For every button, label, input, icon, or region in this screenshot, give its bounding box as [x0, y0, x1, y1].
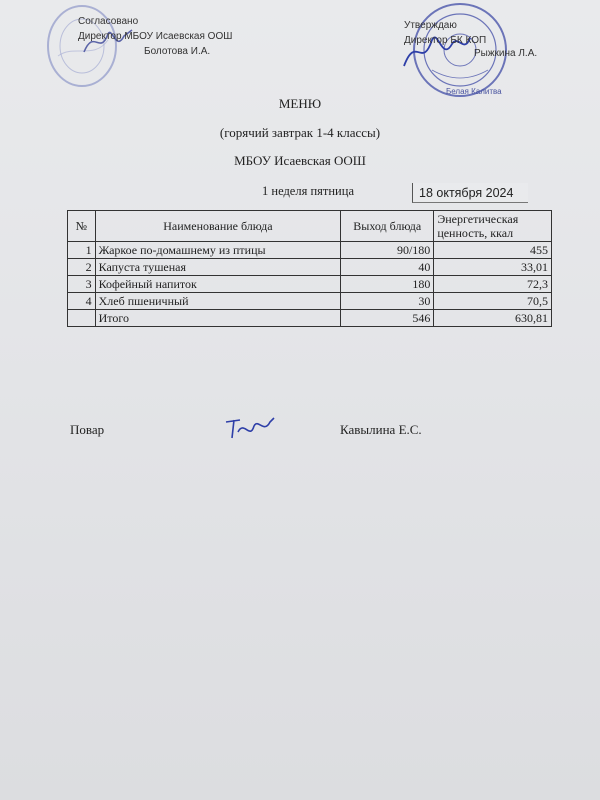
table-row	[68, 293, 552, 310]
header-output: Выход блюда	[341, 211, 434, 242]
table-row	[68, 242, 552, 259]
row-output: 30	[341, 293, 434, 310]
approval-left-position: Директор МБОУ Исаевская ООШ	[78, 31, 233, 42]
approval-left-title: Согласовано	[78, 16, 139, 27]
total-label: Итого	[95, 310, 341, 327]
table-header-row	[68, 211, 552, 242]
cook-signature-icon	[224, 414, 276, 442]
approval-left-signer: Болотова И.А.	[144, 46, 211, 57]
row-number: 4	[68, 293, 96, 310]
total-output: 546	[341, 310, 434, 327]
row-energy: 70,5	[434, 293, 552, 310]
cook-name: Кавылина Е.С.	[340, 422, 422, 437]
week-day-label: 1 неделя пятница	[262, 184, 354, 198]
date-field: 18 октября 2024	[412, 183, 528, 203]
row-energy: 72,3	[434, 276, 552, 293]
row-energy: 455	[434, 242, 552, 259]
approval-left	[78, 14, 233, 57]
row-output: 40	[341, 259, 434, 276]
menu-table	[67, 210, 552, 327]
row-output: 180	[341, 276, 434, 293]
approval-right-position: Директор БК КОП	[404, 35, 487, 46]
approval-right	[404, 18, 538, 59]
total-number-cell	[68, 310, 96, 327]
stamp-text: Белая Калитва	[446, 87, 502, 96]
row-dish-name: Жаркое по-домашнему из птицы	[95, 242, 341, 259]
row-output: 90/180	[341, 242, 434, 259]
school-name: МБОУ Исаевская ООШ	[234, 153, 366, 168]
approval-right-signer: Рыжкина Л.А.	[474, 48, 538, 59]
table-row	[68, 276, 552, 293]
approval-right-title: Утверждаю	[404, 20, 457, 31]
header-number: №	[68, 211, 96, 242]
menu-title: МЕНЮ	[278, 96, 322, 111]
row-dish-name: Капуста тушеная	[95, 259, 341, 276]
cook-role: Повар	[70, 422, 105, 437]
row-dish-name: Кофейный напиток	[95, 276, 341, 293]
table-total-row	[68, 310, 552, 327]
header-energy: Энергетическая ценность, ккал	[434, 211, 552, 242]
menu-subtitle: (горячий завтрак 1-4 классы)	[219, 125, 381, 140]
row-number: 1	[68, 242, 96, 259]
row-number: 3	[68, 276, 96, 293]
row-dish-name: Хлеб пшеничный	[95, 293, 341, 310]
table-row	[68, 259, 552, 276]
row-energy: 33,01	[434, 259, 552, 276]
row-number: 2	[68, 259, 96, 276]
total-energy: 630,81	[434, 310, 552, 327]
header-dish-name: Наименование блюда	[95, 211, 341, 242]
